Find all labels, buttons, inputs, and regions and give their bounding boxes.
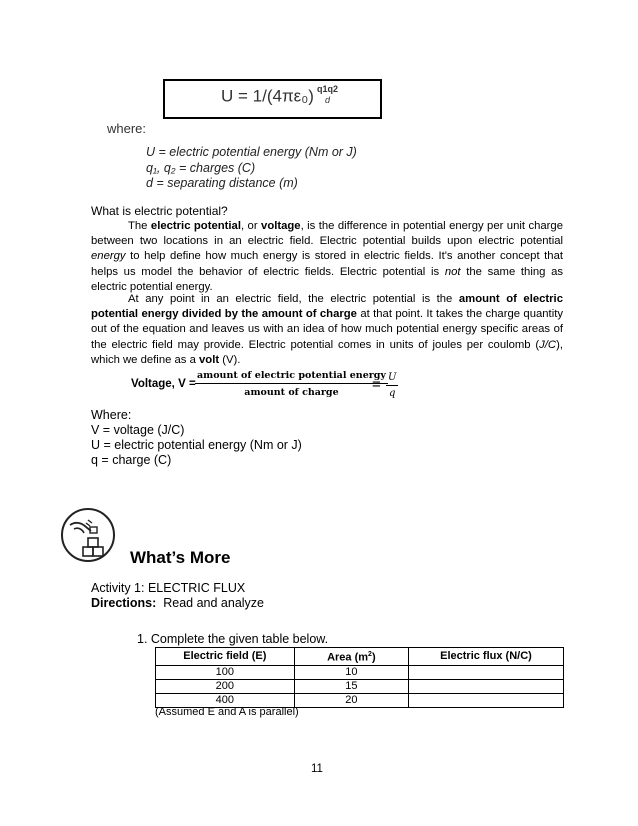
where-line: V = voltage (J/C)	[91, 423, 185, 437]
voltage-fraction	[195, 370, 388, 398]
directions-text: Read and analyze	[156, 596, 265, 610]
where-line: U = electric potential energy (Nm or J)	[91, 438, 302, 452]
building-blocks-icon	[60, 507, 116, 563]
formula-denominator: d	[324, 95, 330, 105]
cell-area: 20	[294, 693, 408, 707]
where-line: q = charge (C)	[91, 453, 172, 467]
activity-heading: Activity 1: ELECTRIC FLUX	[91, 581, 246, 595]
formula-prefix: U = 1/(4πε₀)	[221, 86, 314, 106]
cell-area: 15	[294, 679, 408, 693]
table-header-row	[156, 648, 564, 666]
header-area: Area $(m^2)$	[294, 648, 408, 666]
u-over-q-fraction: $\frac{U}{q}$	[388, 372, 397, 399]
header-electric-field: Electric field (E)	[156, 648, 295, 666]
definition-line: U = electric potential energy (Nm or J)	[146, 145, 357, 159]
definition-line: d = separating distance (m)	[146, 176, 298, 190]
section-title: What’s More	[130, 548, 231, 567]
cell-field: 200	[156, 679, 295, 693]
paragraph-voltage: At any point in an electric field, the electric potential is the amount of electric potential energy divided by the amount of charge at that point. It takes the charge quantity out of the equation and leaves us with an idea of how much potential energy specific areas of the electric field may provide. Electric potential comes in units of joules per coulomb (J/C), which we define as a volt (V).	[91, 293, 563, 366]
electric-flux-table	[155, 647, 564, 708]
table-row	[156, 665, 564, 679]
directions-label: Directions:	[91, 596, 157, 610]
voltage-denominator: amount of charge	[244, 387, 339, 398]
where-label: where:	[107, 121, 147, 136]
cell-flux-input[interactable]	[408, 665, 563, 679]
cell-field: 100	[156, 665, 295, 679]
directions	[91, 596, 264, 610]
cell-flux-input[interactable]	[408, 679, 563, 693]
header-electric-flux: Electric flux (N/C)	[408, 648, 563, 666]
formula-numerator: q1q2	[316, 84, 338, 94]
coulomb-formula	[221, 86, 338, 108]
cell-field: 400	[156, 693, 295, 707]
voltage-label: Voltage, V =	[131, 378, 196, 390]
formula-fraction	[317, 84, 338, 106]
page-number: 11	[311, 763, 323, 775]
cell-area: 10	[294, 665, 408, 679]
voltage-numerator: amount of electric potential energy	[195, 370, 388, 384]
definition-line: q₁, q₂ = charges (C)	[146, 161, 256, 175]
cell-flux-input[interactable]	[408, 693, 563, 707]
equals-sign: =	[372, 376, 381, 393]
paragraph-electric-potential: The electric potential, or voltage, is the difference in potential energy per unit charge between two locations in an electric field. Electric potential builds upon electric potential energy to help define how much energy is stored in electric fields. It's another concept that helps us model the behavior of electric fields. Electric potential is not the same thing as electric potential energy.	[91, 220, 564, 293]
table-row	[156, 679, 564, 693]
item-instruction: 1. Complete the given table below.	[137, 632, 329, 646]
question-heading: What is electric potential?	[91, 204, 228, 218]
where-heading: Where:	[91, 408, 132, 422]
table-note: (Assumed E and A is parallel)	[155, 706, 299, 718]
